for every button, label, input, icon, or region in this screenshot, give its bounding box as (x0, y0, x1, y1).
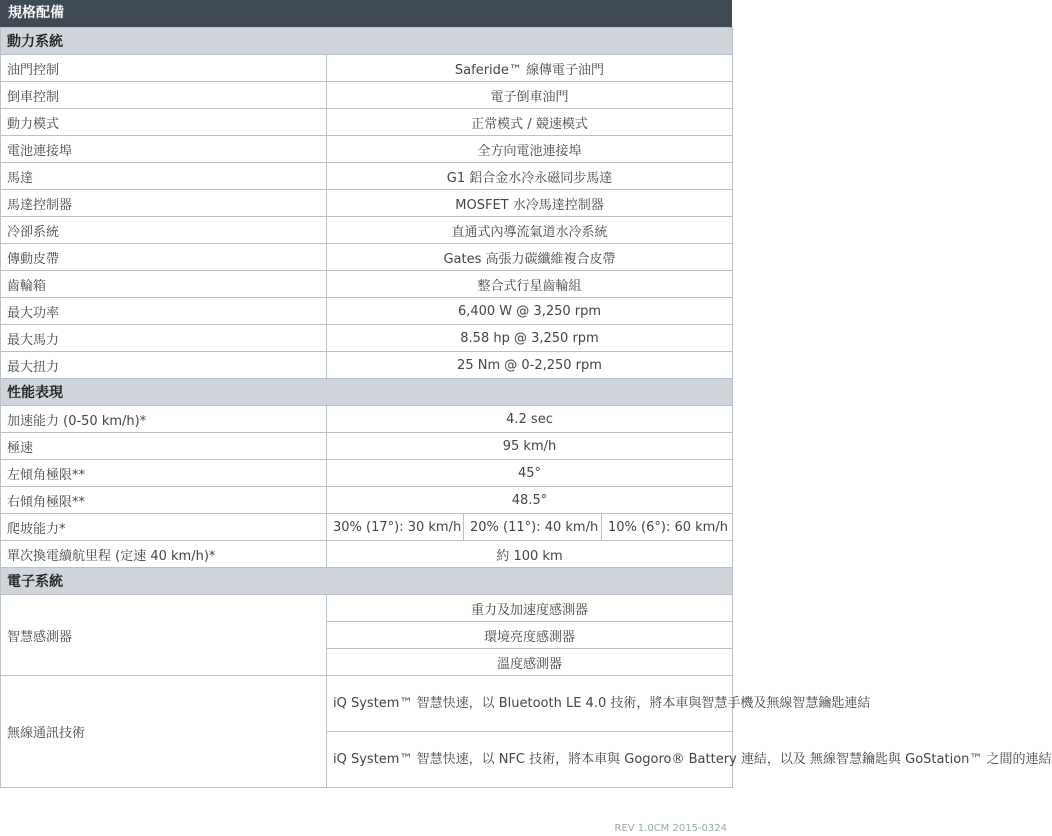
table-row (1, 487, 733, 514)
row-label: 冷卻系統 (1, 217, 327, 244)
table-row (1, 244, 733, 271)
table-row (1, 55, 733, 82)
row-label: 齒輪箱 (1, 271, 327, 298)
row-value: iQ System™ 智慧快速，以 NFC 技術，將本車與 Gogoro® Battery 連結，以及 無線智慧鑰匙與 GoStation™ 之間的連結 (327, 732, 733, 788)
row-value: 30% (17°): 30 km/h (327, 514, 464, 541)
row-label: 最大馬力 (1, 325, 327, 352)
row-label: 無線通訊技術 (1, 676, 327, 788)
section-header-performance (1, 379, 733, 406)
spec-table (0, 27, 1052, 788)
row-label: 左傾角極限** (1, 460, 327, 487)
row-value: 環境亮度感測器 (327, 622, 733, 649)
row-value: 20% (11°): 40 km/h (464, 514, 602, 541)
row-label: 傳動皮帶 (1, 244, 327, 271)
row-label: 馬達控制器 (1, 190, 327, 217)
row-value: 正常模式 / 競速模式 (327, 109, 733, 136)
table-row (1, 298, 733, 325)
table-row (1, 433, 733, 460)
row-label: 電池連接埠 (1, 136, 327, 163)
row-value: 10% (6°): 60 km/h (602, 514, 733, 541)
row-value: 整合式行星齒輪組 (327, 271, 733, 298)
row-label: 智慧感測器 (1, 595, 327, 676)
table-row (1, 541, 733, 568)
section-header-electronics (1, 568, 733, 595)
table-row (1, 676, 733, 732)
row-label: 油門控制 (1, 55, 327, 82)
row-value: 25 Nm @ 0-2,250 rpm (327, 352, 733, 379)
table-row (1, 271, 733, 298)
row-value: 全方向電池連接埠 (327, 136, 733, 163)
row-value: Gates 高張力碳纖維複合皮帶 (327, 244, 733, 271)
table-row (1, 190, 733, 217)
page-title: 規格配備 (0, 0, 732, 27)
row-value: 電子倒車油門 (327, 82, 733, 109)
row-value: iQ System™ 智慧快速，以 Bluetooth LE 4.0 技術，將本車與智慧手機及無線智慧鑰匙連結 (327, 676, 733, 732)
row-value: 48.5° (327, 487, 733, 514)
row-label: 動力模式 (1, 109, 327, 136)
table-row (1, 406, 733, 433)
row-label: 馬達 (1, 163, 327, 190)
table-row (1, 217, 733, 244)
row-label: 倒車控制 (1, 82, 327, 109)
row-value: 直通式內導流氣道水冷系統 (327, 217, 733, 244)
row-label: 單次換電續航里程 (定速 40 km/h)* (1, 541, 327, 568)
row-label: 極速 (1, 433, 327, 460)
row-label: 右傾角極限** (1, 487, 327, 514)
row-value: 8.58 hp @ 3,250 rpm (327, 325, 733, 352)
table-row (1, 109, 733, 136)
row-value: 6,400 W @ 3,250 rpm (327, 298, 733, 325)
table-row (1, 136, 733, 163)
row-value: 溫度感測器 (327, 649, 733, 676)
row-label: 最大扭力 (1, 352, 327, 379)
table-row (1, 163, 733, 190)
row-value: 約 100 km (327, 541, 733, 568)
table-row (1, 595, 733, 622)
row-value: G1 鋁合金水冷永磁同步馬達 (327, 163, 733, 190)
row-value: Saferide™ 線傳電子油門 (327, 55, 733, 82)
table-row (1, 82, 733, 109)
row-value: MOSFET 水冷馬達控制器 (327, 190, 733, 217)
row-value: 45° (327, 460, 733, 487)
row-value: 95 km/h (327, 433, 733, 460)
section-title: 電子系統 (1, 568, 733, 595)
table-row (1, 352, 733, 379)
row-value: 重力及加速度感測器 (327, 595, 733, 622)
table-row (1, 325, 733, 352)
row-value: 4.2 sec (327, 406, 733, 433)
table-row (1, 514, 733, 541)
row-label: 爬坡能力* (1, 514, 327, 541)
revision-note: REV 1.0CM 2015-0324 (614, 823, 727, 834)
row-label: 加速能力 (0-50 km/h)* (1, 406, 327, 433)
section-header-power (1, 28, 733, 55)
row-label: 最大功率 (1, 298, 327, 325)
section-title: 性能表現 (1, 379, 733, 406)
table-row (1, 460, 733, 487)
section-title: 動力系統 (1, 28, 733, 55)
